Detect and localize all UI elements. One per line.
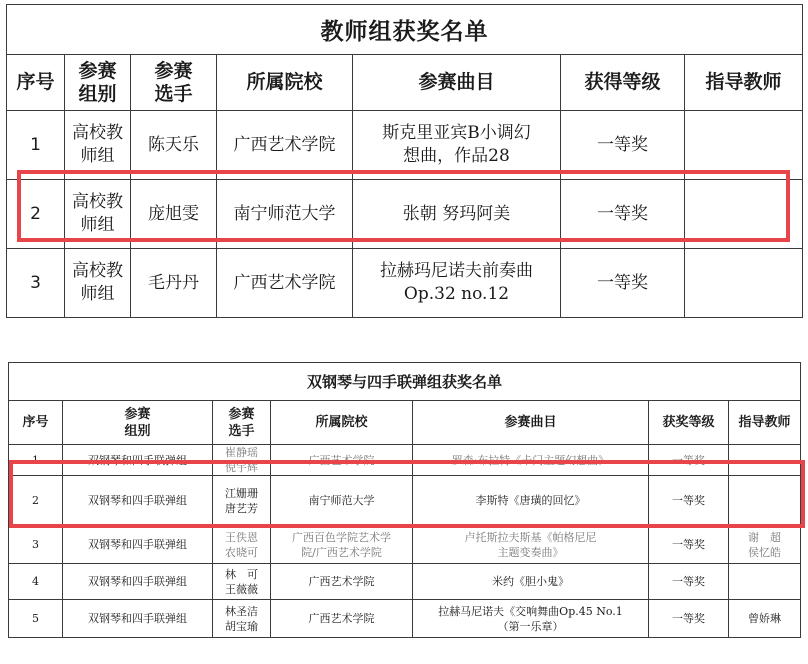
duo-piano-award-table [8, 362, 801, 638]
cell-player: 林圣洁 胡宝瑜 [213, 600, 271, 638]
cell-group: 高校教 师组 [65, 180, 131, 249]
cell-teacher [685, 111, 803, 180]
cell-school: 广西艺术学院 [271, 600, 413, 638]
cell-teacher: 曾娇琳 [729, 600, 801, 638]
header-cell: 获得等级 [561, 55, 685, 111]
header-cell: 参赛 选手 [131, 55, 217, 111]
header-cell: 参赛曲目 [353, 55, 561, 111]
cell-no: 1 [9, 445, 63, 476]
cell-group: 双钢琴和四手联弹组 [63, 564, 213, 600]
cell-award: 一等奖 [649, 600, 729, 638]
header-cell: 参赛 组别 [63, 401, 213, 445]
cell-award: 一等奖 [649, 476, 729, 526]
cell-award: 一等奖 [561, 249, 685, 318]
cell-teacher [729, 445, 801, 476]
header-cell: 参赛 组别 [65, 55, 131, 111]
cell-no: 2 [7, 180, 65, 249]
cell-school: 广西艺术学院 [217, 249, 353, 318]
header-cell: 指导教师 [729, 401, 801, 445]
cell-piece: 米约《胆小鬼》 [413, 564, 649, 600]
cell-no: 5 [9, 600, 63, 638]
cell-player: 毛丹丹 [131, 249, 217, 318]
cell-school: 广西艺术学院 [271, 564, 413, 600]
cell-teacher [729, 476, 801, 526]
cell-group: 双钢琴和四手联弹组 [63, 600, 213, 638]
cell-no: 3 [7, 249, 65, 318]
cell-teacher [729, 564, 801, 600]
cell-piece: 斯克里亚宾B小调幻 想曲，作品28 [353, 111, 561, 180]
cell-school: 南宁师范大学 [271, 476, 413, 526]
header-cell: 指导教师 [685, 55, 803, 111]
table-row [7, 180, 803, 249]
cell-piece: 拉赫玛尼诺夫前奏曲 Op.32 no.12 [353, 249, 561, 318]
cell-award: 一等奖 [649, 564, 729, 600]
cell-group: 双钢琴和四手联弹组 [63, 526, 213, 564]
table-title: 教师组获奖名单 [7, 5, 803, 55]
table-row [9, 600, 801, 638]
header-row [9, 401, 801, 445]
header-cell: 参赛曲目 [413, 401, 649, 445]
table-row [9, 445, 801, 476]
cell-no: 4 [9, 564, 63, 600]
cell-school: 广西艺术学院 [217, 111, 353, 180]
cell-teacher [685, 249, 803, 318]
table-row [9, 526, 801, 564]
cell-player: 王佚恩 农晓可 [213, 526, 271, 564]
cell-player: 江姗珊 唐艺芳 [213, 476, 271, 526]
cell-piece: 张朝 努玛阿美 [353, 180, 561, 249]
cell-piece: 拉赫马尼诺夫《交响舞曲Op.45 No.1 （第一乐章） [413, 600, 649, 638]
cell-no: 3 [9, 526, 63, 564]
cell-school: 广西艺术学院 [271, 445, 413, 476]
cell-piece: 卢托斯拉夫斯基《帕格尼尼 主题变奏曲》 [413, 526, 649, 564]
cell-teacher [685, 180, 803, 249]
cell-player: 崔静瑶 倪宇辉 [213, 445, 271, 476]
cell-award: 一等奖 [649, 445, 729, 476]
cell-no: 1 [7, 111, 65, 180]
header-row [7, 55, 803, 111]
header-cell: 获奖等级 [649, 401, 729, 445]
cell-group: 高校教 师组 [65, 249, 131, 318]
cell-award: 一等奖 [649, 526, 729, 564]
cell-group: 高校教 师组 [65, 111, 131, 180]
table-row [7, 111, 803, 180]
header-cell: 序号 [9, 401, 63, 445]
table-row [9, 476, 801, 526]
header-cell: 所属院校 [271, 401, 413, 445]
cell-player: 陈天乐 [131, 111, 217, 180]
header-cell: 参赛 选手 [213, 401, 271, 445]
cell-teacher: 谢 超 侯忆皓 [729, 526, 801, 564]
teacher-award-table [6, 4, 803, 318]
cell-award: 一等奖 [561, 111, 685, 180]
cell-award: 一等奖 [561, 180, 685, 249]
table-row [9, 564, 801, 600]
cell-piece: 罗森·布拉特《卡门主题幻想曲》 [413, 445, 649, 476]
cell-group: 双钢琴和四手联弹组 [63, 445, 213, 476]
table-title: 双钢琴与四手联弹组获奖名单 [9, 363, 801, 401]
cell-player: 庞旭雯 [131, 180, 217, 249]
cell-no: 2 [9, 476, 63, 526]
table-row [7, 249, 803, 318]
header-cell: 序号 [7, 55, 65, 111]
cell-school: 广西百色学院艺术学 院/广西艺术学院 [271, 526, 413, 564]
cell-player: 林 可 王薇薇 [213, 564, 271, 600]
cell-group: 双钢琴和四手联弹组 [63, 476, 213, 526]
cell-school: 南宁师范大学 [217, 180, 353, 249]
cell-piece: 李斯特《唐璜的回忆》 [413, 476, 649, 526]
header-cell: 所属院校 [217, 55, 353, 111]
